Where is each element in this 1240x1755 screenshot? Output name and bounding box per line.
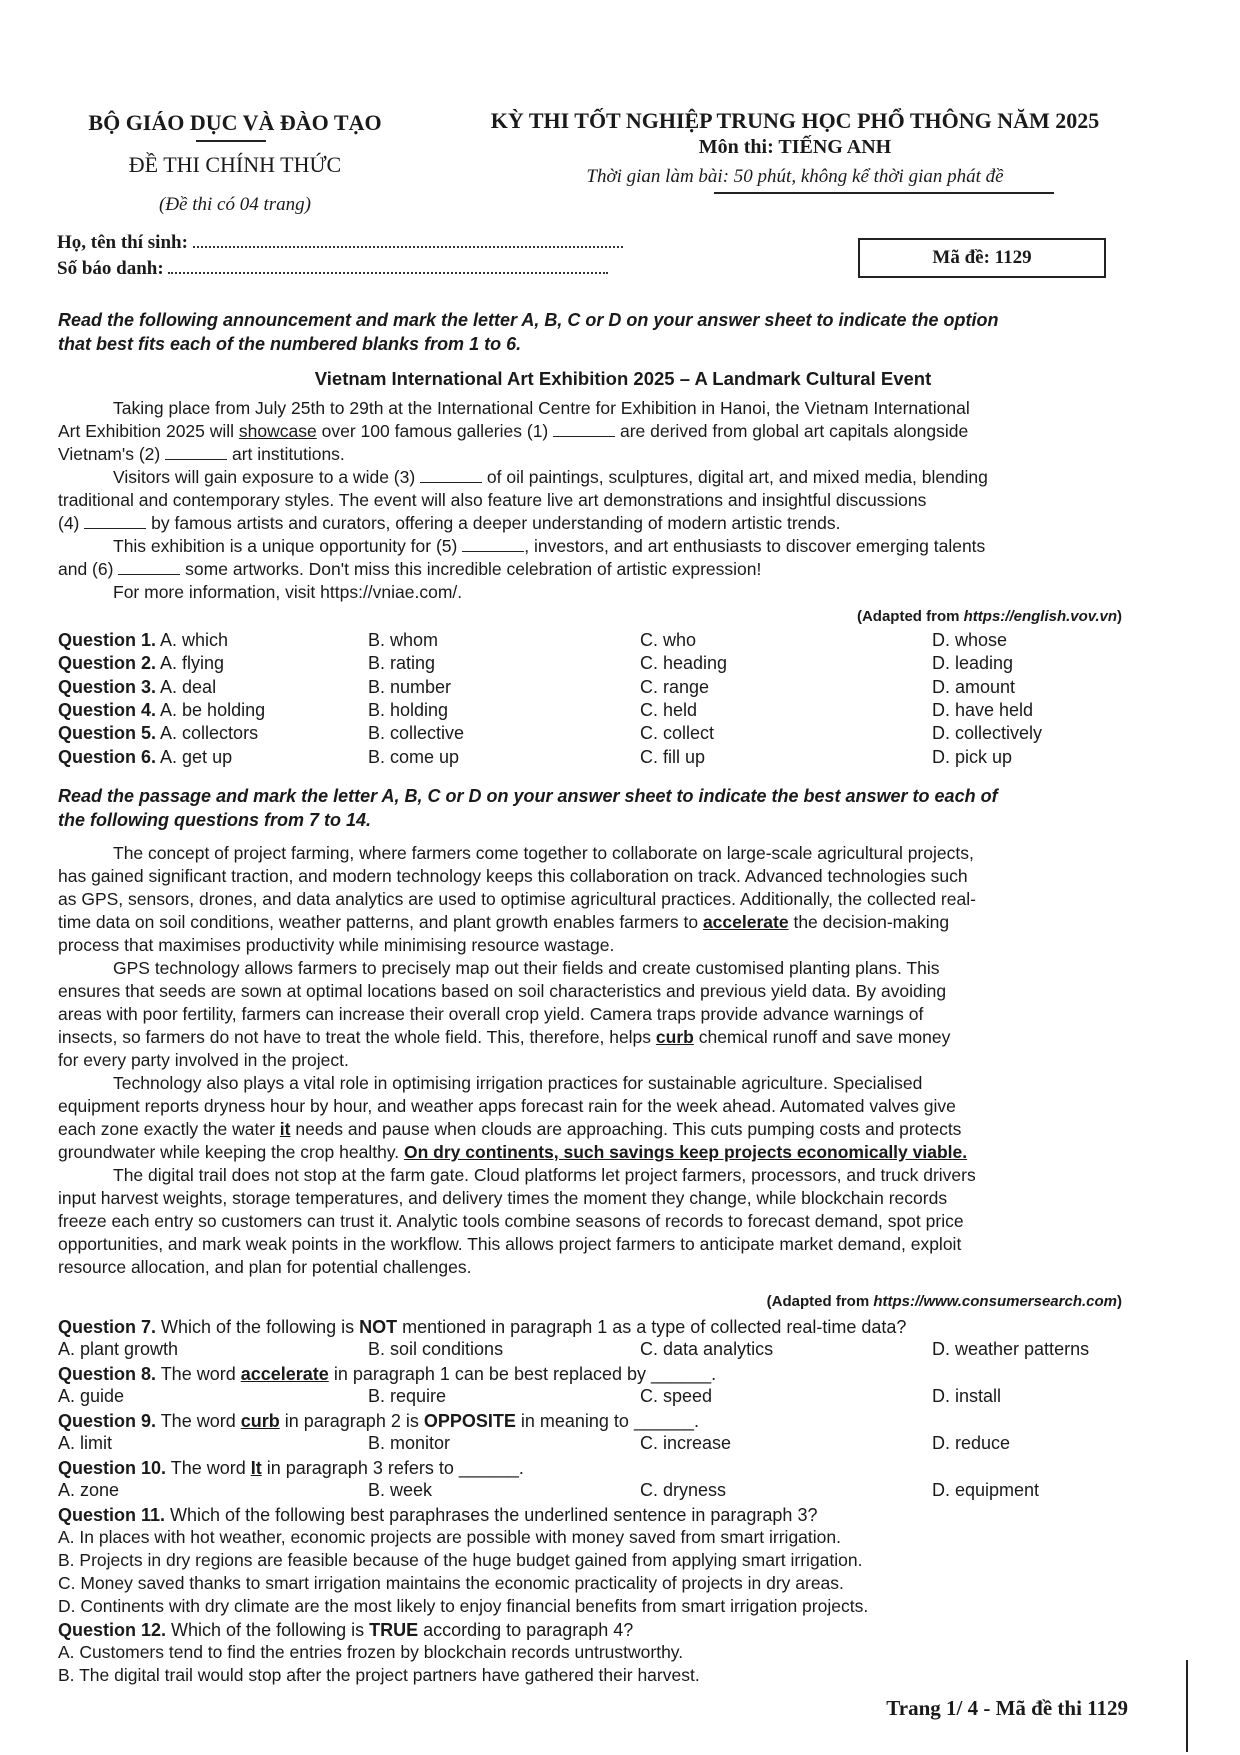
question-3-label: Question 3.: [58, 676, 157, 697]
right-margin-line: [1186, 1660, 1188, 1752]
q3-option-c[interactable]: C. range: [640, 676, 710, 697]
candidate-name-line: [193, 232, 623, 248]
passage-p3-line3: each zone exactly the water it needs and pause when clouds are approaching. This cuts pumping costs and protects: [58, 1119, 962, 1139]
q10-option-c[interactable]: C. dryness: [640, 1480, 727, 1500]
q9-option-a[interactable]: A. limit: [58, 1433, 112, 1453]
p3-line1: This exhibition is a unique opportunity for (5) , investors, and art enthusiasts to discover emerging talents: [113, 536, 986, 556]
page-footer: Trang 1/ 4 - Mã đề thi 1129: [886, 1696, 1128, 1720]
q7-option-c[interactable]: C. data analytics: [640, 1339, 774, 1359]
question-10-stem: Question 10. The word It in paragraph 3 refers to ______.: [58, 1458, 524, 1478]
exam-subject: Môn thi: TIẾNG ANH: [698, 136, 892, 158]
p2-line3: (4) by famous artists and curators, offering a deeper understanding of modern artistic trends.: [58, 513, 841, 533]
q7-option-b[interactable]: B. soil conditions: [368, 1339, 504, 1359]
passage-p4-line2: input harvest weights, storage temperatures, and delivery times the moment they change, while blockchain records: [58, 1188, 948, 1208]
q3-option-b[interactable]: B. number: [368, 676, 452, 697]
blank-5: [462, 535, 524, 552]
q11-option-c[interactable]: C. Money saved thanks to smart irrigation maintains the economic practicality of projects in dry areas.: [58, 1573, 844, 1593]
blank-1: [553, 420, 615, 437]
p1-line3: Vietnam's (2) art institutions.: [58, 444, 345, 464]
ministry-name: BỘ GIÁO DỤC VÀ ĐÀO TẠO: [88, 110, 382, 135]
q3-option-a[interactable]: Question 3. A. deal: [58, 676, 217, 697]
blank-2: [165, 443, 227, 460]
q6-option-d[interactable]: D. pick up: [932, 746, 1013, 767]
section2-source: (Adapted from https://www.consumersearch.com): [766, 1293, 1122, 1310]
q1-option-d[interactable]: D. whose: [932, 630, 1008, 650]
q9-option-b[interactable]: B. monitor: [368, 1433, 451, 1453]
section2-instruction-line2: the following questions from 7 to 14.: [58, 810, 372, 830]
q11-option-b[interactable]: B. Projects in dry regions are feasible because of the huge budget gained from applying smart irrigation.: [58, 1550, 863, 1570]
p3-line2: and (6) some artworks. Don't miss this incredible celebration of artistic expression!: [58, 559, 762, 579]
question-1-label: Question 1.: [58, 630, 157, 650]
question-12-stem: Question 12. Which of the following is TRUE according to paragraph 4?: [58, 1620, 634, 1640]
passage-p1-line5: process that maximises productivity while minimising resource wastage.: [58, 935, 615, 955]
q5-option-c[interactable]: C. collect: [640, 723, 715, 744]
q8-option-c[interactable]: C. speed: [640, 1386, 713, 1406]
exam-code-box: Mã đề: 1129: [858, 238, 1106, 278]
question-2-label: Question 2.: [58, 653, 157, 674]
passage-p2-line1: GPS technology allows farmers to precisely map out their fields and create customised planting plans. This: [113, 958, 940, 978]
passage-p1-line1: The concept of project farming, where farmers come together to collaborate on large-scale agricultural projects,: [113, 843, 974, 863]
passage: [58, 842, 1188, 1279]
official-label: ĐỀ THI CHÍNH THỨC: [128, 152, 342, 177]
q8-option-b[interactable]: B. require: [368, 1386, 447, 1406]
q4-option-a[interactable]: Question 4. A. be holding: [58, 699, 266, 720]
section1-instruction-line2: that best fits each of the numbered blanks from 1 to 6.: [58, 334, 522, 354]
q1-option-b[interactable]: B. whom: [368, 630, 439, 650]
question-7-stem: Question 7. Which of the following is NOT mentioned in paragraph 1 as a type of collected real-time data?: [58, 1317, 907, 1337]
q10-option-a[interactable]: A. zone: [58, 1480, 120, 1500]
passage-p4-line5: resource allocation, and plan for potential challenges.: [58, 1257, 472, 1277]
passage-p1-line4: time data on soil conditions, weather patterns, and plant growth enables farmers to accelerate the decision-making: [58, 912, 950, 932]
section2-instruction-line1: Read the passage and mark the letter A, B, C or D on your answer sheet to indicate the best answer to each of: [58, 786, 998, 806]
q1-option-c[interactable]: C. who: [640, 630, 697, 650]
exam-title: KỲ THI TỐT NGHIỆP TRUNG HỌC PHỔ THÔNG NĂM 2025: [490, 108, 1100, 133]
underlined-sentence: On dry continents, such savings keep projects economically viable.: [404, 1142, 968, 1162]
blank-6: [118, 558, 180, 575]
candidate-id-label: Số báo danh:: [57, 258, 164, 279]
q3-option-d[interactable]: D. amount: [932, 676, 1016, 697]
q5-option-a[interactable]: Question 5. A. collectors: [58, 723, 259, 744]
word-it: it: [279, 1119, 291, 1139]
q4-option-d[interactable]: D. have held: [932, 699, 1034, 720]
candidate-id-line: [168, 258, 608, 274]
blank-4: [84, 512, 146, 529]
passage-p3-line1: Technology also plays a vital role in optimising irrigation practices for sustainable agriculture. Specialised: [113, 1073, 923, 1093]
q5-option-d[interactable]: D. collectively: [932, 723, 1043, 744]
q7-option-d[interactable]: D. weather patterns: [932, 1339, 1090, 1359]
blank-3: [420, 466, 482, 483]
q12-option-b[interactable]: B. The digital trail would stop after the project partners have gathered their harvest.: [58, 1665, 700, 1685]
q8-option-d[interactable]: D. install: [932, 1386, 1002, 1406]
q8-option-a[interactable]: A. guide: [58, 1386, 125, 1406]
q11-option-a[interactable]: A. In places with hot weather, economic projects are possible with money saved from smart irrigation.: [58, 1527, 841, 1547]
q11-option-d[interactable]: D. Continents with dry climate are the most likely to enjoy financial benefits from smart irrigation projects.: [58, 1596, 869, 1616]
q2-option-a[interactable]: Question 2. A. flying: [58, 653, 225, 674]
question-6-label: Question 6.: [58, 746, 157, 767]
section1-instruction-line1: Read the following announcement and mark the letter A, B, C or D on your answer sheet to indicate the option: [58, 310, 999, 330]
question-9-stem: Question 9. The word curb in paragraph 2 is OPPOSITE in meaning to ______.: [58, 1411, 700, 1431]
q2-option-c[interactable]: C. heading: [640, 653, 728, 674]
exam-time: Thời gian làm bài: 50 phút, không kể thời gian phát đề: [586, 166, 1004, 187]
passage-p2-line5: for every party involved in the project.: [58, 1050, 349, 1070]
time-underline: [714, 192, 1054, 194]
passage-p1-line2: has gained significant traction, and modern technology keeps this collaboration on track. Advanced technologies such: [58, 866, 968, 886]
q1-option-a[interactable]: Question 1. A. which: [58, 630, 229, 650]
q10-option-b[interactable]: B. week: [368, 1480, 433, 1500]
q9-option-c[interactable]: C. increase: [640, 1433, 732, 1453]
passage-p2-line3: areas with poor fertility, farmers can increase their overall crop yield. Camera traps provide advance warnings of: [58, 1004, 924, 1024]
passage-p4-line1: The digital trail does not stop at the farm gate. Cloud platforms let project farmers, processors, and truck drivers: [113, 1165, 976, 1185]
ministry-underline: [196, 140, 266, 142]
p1-line1: Taking place from July 25th to 29th at the International Centre for Exhibition in Hanoi, the Vietnam International: [113, 398, 970, 418]
q10-option-d[interactable]: D. equipment: [932, 1480, 1040, 1500]
passage-p2-line2: ensures that seeds are sown at optimal locations based on soil characteristics and previous yield data. By avoiding: [58, 981, 947, 1001]
question-8-stem: Question 8. The word accelerate in paragraph 1 can be best replaced by ______.: [58, 1364, 717, 1384]
q9-option-d[interactable]: D. reduce: [932, 1433, 1011, 1453]
p2-line2: traditional and contemporary styles. The event will also feature live art demonstrations and insightful discussions: [58, 490, 927, 510]
announcement-title: Vietnam International Art Exhibition 2025 – A Landmark Cultural Event: [314, 368, 932, 389]
q4-option-b[interactable]: B. holding: [368, 699, 449, 720]
p2-line1: Visitors will gain exposure to a wide (3) of oil paintings, sculptures, digital art, and mixed media, blending: [113, 467, 988, 487]
passage-p3-line4: groundwater while keeping the crop healthy. On dry continents, such savings keep projects economically viable.: [58, 1142, 968, 1162]
section2-instruction: [58, 784, 1188, 832]
question-5-label: Question 5.: [58, 723, 157, 744]
q6-option-a[interactable]: Question 6. A. get up: [58, 746, 233, 767]
section1-source: (Adapted from https://english.vov.vn): [856, 608, 1122, 625]
q4-option-c[interactable]: C. held: [640, 699, 698, 720]
q7-option-a[interactable]: A. plant growth: [58, 1339, 179, 1359]
passage-p3-line2: equipment reports dryness hour by hour, and weather apps forecast rain for the week ahead. Automated valves give: [58, 1096, 956, 1116]
candidate-name-label: Họ, tên thí sinh:: [57, 232, 188, 253]
passage-p2-line4: insects, so farmers do not have to treat the whole field. This, therefore, helps curb chemical runoff and save money: [58, 1027, 951, 1047]
q5-option-b[interactable]: B. collective: [368, 723, 465, 744]
passage-p1-line3: as GPS, sensors, drones, and data analytics are used to optimise agricultural practices. Additionally, the collected real-: [58, 889, 976, 909]
q2-option-b[interactable]: B. rating: [368, 653, 436, 674]
section1-instruction: [58, 308, 1188, 356]
q6-option-b[interactable]: B. come up: [368, 746, 460, 767]
passage-p4-line3: freeze each entry so customers can trust it. Analytic tools combine seasons of records to forecast demand, spot price: [58, 1211, 964, 1231]
q12-option-a[interactable]: A. Customers tend to find the entries frozen by blockchain records untrustworthy.: [58, 1642, 684, 1662]
question-11-stem: Question 11. Which of the following best paraphrases the underlined sentence in paragraph 3?: [58, 1505, 818, 1525]
p1-line2: Art Exhibition 2025 will showcase over 100 famous galleries (1) are derived from global art capitals alongside: [58, 421, 969, 441]
candidate-name-field: [57, 232, 623, 254]
word-curb: curb: [655, 1027, 694, 1047]
word-accelerate: accelerate: [702, 912, 789, 932]
passage-p4-line4: opportunities, and mark weak points in the workflow. This allows project farmers to anticipate market demand, exploit: [58, 1234, 962, 1254]
question-4-label: Question 4.: [58, 699, 157, 720]
q2-option-d[interactable]: D. leading: [932, 653, 1014, 674]
q6-option-c[interactable]: C. fill up: [640, 746, 706, 767]
pages-note: (Đề thi có 04 trang): [159, 194, 311, 215]
announcement-text: [58, 397, 1188, 604]
candidate-id-field: [57, 258, 608, 280]
p4-line: For more information, visit https://vniae.com/.: [113, 582, 463, 602]
